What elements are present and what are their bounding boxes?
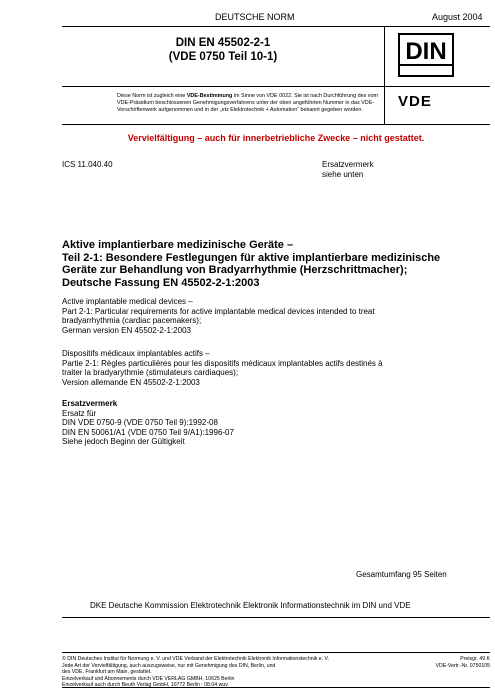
ersatz-tag-line2: siehe unten xyxy=(322,170,364,179)
total-pages: Gesamtumfang 95 Seiten xyxy=(356,570,447,579)
title-standard-number: DIN EN 45502-2-1 xyxy=(175,37,271,49)
replacement-note-line: DIN EN 50061/A1 (VDE 0750 Teil 9/A1):1996-07 xyxy=(62,427,234,437)
note-bottom-rule xyxy=(62,124,490,125)
french-title-line: Version allemande EN 45502-2-1:2003 xyxy=(62,377,200,387)
copyright-footer xyxy=(62,656,378,689)
vde-logo: VDE xyxy=(398,93,432,110)
copyright-line: © DIN Deutsches Institut für Normung e. V. und VDE Verband der Elektrotechnik Elektronik Informationstechnik e. V. xyxy=(62,656,329,662)
english-title-line: Part 2-1: Particular requirements for active implantable medical devices intended to treat xyxy=(62,306,375,316)
footer-top-rule xyxy=(62,652,490,653)
english-title-line: bradyarrhythmia (cardiac pacemakers); xyxy=(62,316,202,326)
price-group xyxy=(400,656,490,669)
title-bottom-rule xyxy=(62,86,490,87)
ersatz-tag-line1: Ersatzvermerk xyxy=(322,160,374,169)
ersatz-tag xyxy=(322,160,374,180)
ics-code: ICS 11.040.40 xyxy=(62,160,113,169)
vde-note-part1: Diese Norm ist zugleich eine xyxy=(117,93,187,99)
vde-note xyxy=(117,93,383,115)
vde-order-number: VDE-Vertr.-Nr. 0750105 xyxy=(435,662,490,669)
header-date: August 2004 xyxy=(432,12,483,22)
price-group-line: Preisgr. 49 K xyxy=(460,656,490,662)
english-title-line: German version EN 45502-2-1:2003 xyxy=(62,325,191,335)
replacement-note-line: DIN VDE 0750-9 (VDE 0750 Teil 9):1992-08 xyxy=(62,418,218,428)
din-logo-text: DIN xyxy=(405,38,447,65)
french-title-line: Dispositifs médicaux implantables actifs – xyxy=(62,349,210,358)
german-title-line: Geräte zur Behandlung von Bradyarrhythmie (Herzschrittmacher); xyxy=(62,264,408,276)
replacement-note-heading: Ersatzvermerk xyxy=(62,399,118,408)
copyright-line: Einzelverkauf auch durch Beuth Verlag GmbH, 10772 Berlin : 08.04 wuv xyxy=(62,682,228,689)
title-divider xyxy=(384,26,385,124)
german-title-line: Deutsche Fassung EN 45502-2-1:2003 xyxy=(62,276,260,289)
french-title-line: Partie 2-1: Règles particulières pour les dispositifs médicaux implantables actifs destinés à xyxy=(62,358,383,368)
copyright-line: Einzelverkauf und Abonnements durch VDE VERLAG GMBH, 10625 Berlin xyxy=(62,675,235,682)
german-title-line: Teil 2-1: Besondere Festlegungen für aktive implantierbare medizinische xyxy=(62,251,441,264)
ersatz-bottom-rule xyxy=(62,617,490,618)
copyright-line: Jede Art der Vervielfältigung, auch auszugsweise, nur mit Genehmigung des DIN, Berlin, und xyxy=(62,662,276,669)
french-title-line: traiter la bradyarythmie (stimulateurs cardiaques); xyxy=(62,368,239,378)
copyright-line: des VDE, Frankfurt am Main, gestattet. xyxy=(62,669,152,676)
vde-note-part2: im Sinne von VDE 0022. Sie ist nach Durchführung des vom VDE-Präsidium beschlossenen Genehmigungsverfahrens unter der oben angeführten Nummer in das VDE-Vorschriftenwerk aufgenommen und in der „etz Elektrotechnik + Automation“ bekannt gegeben worden. xyxy=(117,93,378,114)
german-title xyxy=(62,239,472,289)
dke-line: DKE Deutsche Kommission Elektrotechnik Elektronik Informationstechnik im DIN und VDE xyxy=(90,601,411,610)
replacement-note-line: Siehe jedoch Beginn der Gültigkeit xyxy=(62,437,185,447)
vde-note-bold: VDE-Bestimmung xyxy=(186,93,233,99)
french-title xyxy=(62,349,472,387)
document-title xyxy=(62,28,384,86)
english-title xyxy=(62,297,472,335)
din-logo xyxy=(398,33,454,77)
top-rule xyxy=(62,26,490,27)
replacement-note-line: Ersatz für xyxy=(62,408,97,418)
header-norm-type: DEUTSCHE NORM xyxy=(215,12,295,22)
german-title-line: Aktive implantierbare medizinische Geräte – xyxy=(62,239,294,251)
copy-warning: Vervielfältigung – auch für innerbetriebliche Zwecke – nicht gestattet. xyxy=(127,133,425,143)
title-vde-number: (VDE 0750 Teil 10-1) xyxy=(168,51,278,63)
replacement-note xyxy=(62,399,472,447)
english-title-line: Active implantable medical devices – xyxy=(62,297,193,306)
